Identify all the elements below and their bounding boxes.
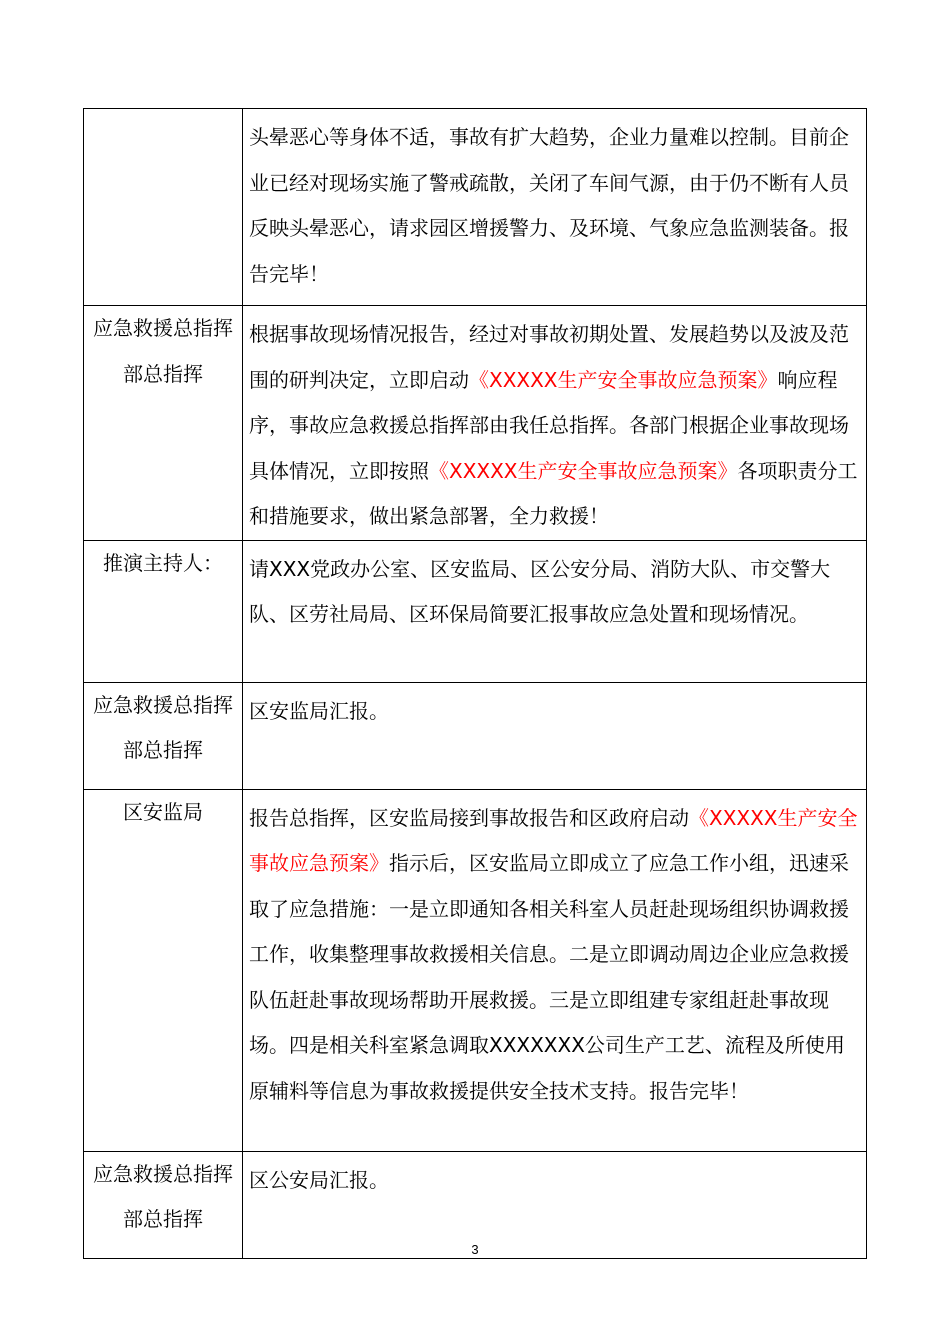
role-label: 区安监局	[123, 799, 203, 824]
script-table	[83, 108, 867, 1259]
content-cell	[243, 789, 867, 1151]
role-label: 应急救援总指挥部总指挥	[93, 692, 233, 762]
content-paragraph	[249, 115, 860, 297]
page-number: 3	[471, 1242, 479, 1257]
plan-name-highlight: 《XXXXX生产安全事故应急预案》	[429, 458, 738, 483]
role-cell	[84, 789, 243, 1151]
content-text: 根据事故现场情况报告，经过对事故初期处置、发展趋势以及波及范围的研判决定，立即启动	[249, 322, 849, 392]
role-cell	[84, 306, 243, 541]
content-text: 区安监局汇报。	[249, 698, 389, 723]
content-cell	[243, 109, 867, 306]
content-cell	[243, 540, 867, 682]
role-cell	[84, 109, 243, 306]
role-label: 推演主持人：	[103, 550, 223, 575]
table-row	[84, 306, 867, 541]
role-cell	[84, 540, 243, 682]
table-row	[84, 682, 867, 789]
role-label: 应急救援总指挥部总指挥	[93, 316, 233, 386]
table-row	[84, 789, 867, 1151]
content-text: 头晕恶心等身体不适，事故有扩大趋势，企业力量难以控制。目前企业已经对现场实施了警戒疏散，关闭了车间气源，由于仍不断有人员反映头晕恶心，请求园区增援警力、及环境、气象应急监测装备。报告完毕！	[249, 125, 849, 286]
table-row	[84, 540, 867, 682]
plan-name-highlight: 《XXXXX生产安全事故应急预案》	[249, 805, 858, 875]
content-paragraph	[249, 689, 860, 735]
content-cell	[243, 306, 867, 541]
content-paragraph	[249, 547, 860, 638]
content-text: 报告总指挥，区安监局接到事故报告和区政府启动	[249, 805, 689, 830]
role-cell	[84, 682, 243, 789]
content-text: 各项职责分工和措施要求，做出紧急部署，全力救援！	[249, 458, 858, 528]
table-row	[84, 109, 867, 306]
content-paragraph	[249, 796, 860, 1115]
content-paragraph	[249, 1158, 860, 1204]
content-text: 区公安局汇报。	[249, 1167, 389, 1192]
content-cell	[243, 682, 867, 789]
role-label: 应急救援总指挥部总指挥	[93, 1161, 233, 1231]
plan-name-highlight: 《XXXXX生产安全事故应急预案》	[469, 367, 778, 392]
content-text: 指示后，区安监局立即成立了应急工作小组，迅速采取了应急措施：一是立即通知各相关科室人员赶赴现场组织协调救援工作，收集整理事故救援相关信息。二是立即调动周边企业应急救援队伍赶赴事故现场帮助开展救援。三是立即组建专家组赶赴事故现场。四是相关科室紧急调取XXXXXXX公司生产工艺、流程及所使用原辅料等信息为事故救援提供安全技术支持。报告完毕！	[249, 851, 849, 1103]
content-text: 响应程序，事故应急救援总指挥部由我任总指挥。各部门根据企业事故现场具体情况，立即按照	[249, 367, 849, 483]
content-paragraph	[249, 312, 860, 540]
content-text: 请XXX党政办公室、区安监局、区公安分局、消防大队、市交警大队、区劳社局局、区环保局简要汇报事故应急处置和现场情况。	[249, 556, 831, 626]
